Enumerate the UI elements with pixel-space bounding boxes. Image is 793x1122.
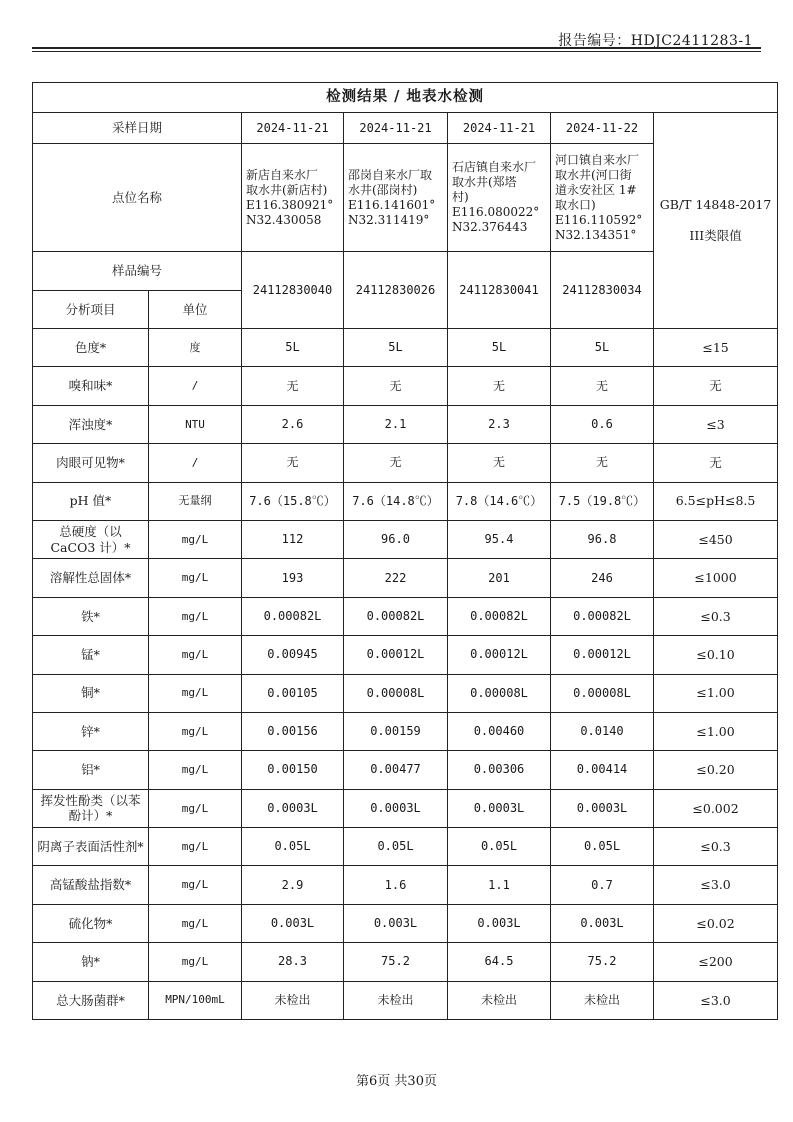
result-value: 0.00460 (448, 712, 551, 750)
result-value: 无 (242, 367, 344, 405)
result-value: 0.003L (551, 904, 654, 942)
unit-cell: mg/L (149, 674, 242, 712)
result-value: 75.2 (551, 943, 654, 981)
label-sampling-date: 采样日期 (33, 113, 242, 144)
limit-value: ≤1.00 (654, 712, 778, 750)
limit-value: ≤200 (654, 943, 778, 981)
unit-cell: mg/L (149, 597, 242, 635)
result-value: 0.00008L (551, 674, 654, 712)
result-value: 0.00105 (242, 674, 344, 712)
result-value: 无 (551, 367, 654, 405)
result-value: 0.0003L (551, 789, 654, 827)
result-value: 112 (242, 520, 344, 558)
result-value: 0.0003L (448, 789, 551, 827)
result-value: 28.3 (242, 943, 344, 981)
result-value: 0.00414 (551, 751, 654, 789)
label-sample-no: 样品编号 (33, 252, 242, 291)
result-value: 0.00012L (551, 636, 654, 674)
result-value: 0.6 (551, 405, 654, 443)
analysis-item: 肉眼可见物* (33, 444, 149, 482)
table-title: 检测结果 / 地表水检测 (33, 83, 778, 113)
report-number: 报告编号：HDJC2411283-1 (558, 33, 753, 49)
result-value: 0.003L (242, 904, 344, 942)
result-value: 无 (551, 444, 654, 482)
limit-value: ≤3.0 (654, 981, 778, 1019)
result-value: 193 (242, 559, 344, 597)
result-value: 2.9 (242, 866, 344, 904)
table-row (33, 559, 778, 597)
result-value: 7.5（19.8℃） (551, 482, 654, 520)
table-row (33, 444, 778, 482)
limit-value: 无 (654, 367, 778, 405)
label-site-name: 点位名称 (33, 144, 242, 252)
result-value: 未检出 (448, 981, 551, 1019)
table-row (33, 828, 778, 866)
result-value: 1.1 (448, 866, 551, 904)
label-item: 分析项目 (33, 291, 149, 329)
result-value: 无 (344, 444, 448, 482)
result-value: 2.1 (344, 405, 448, 443)
table-row (33, 674, 778, 712)
table-row (33, 482, 778, 520)
result-value: 96.0 (344, 520, 448, 558)
result-value: 96.8 (551, 520, 654, 558)
analysis-item: 硫化物* (33, 904, 149, 942)
result-value: 无 (344, 367, 448, 405)
result-value: 无 (448, 444, 551, 482)
result-value: 未检出 (551, 981, 654, 1019)
result-value: 1.6 (344, 866, 448, 904)
result-value: 0.00945 (242, 636, 344, 674)
analysis-item: 锰* (33, 636, 149, 674)
result-value: 0.00306 (448, 751, 551, 789)
unit-cell: mg/L (149, 520, 242, 558)
result-value: 5L (448, 329, 551, 367)
table-row (33, 597, 778, 635)
result-value: 0.0003L (344, 789, 448, 827)
unit-cell: NTU (149, 405, 242, 443)
analysis-item: 浑浊度* (33, 405, 149, 443)
result-value: 0.00012L (344, 636, 448, 674)
result-value: 0.05L (551, 828, 654, 866)
limit-value: 无 (654, 444, 778, 482)
analysis-item: 挥发性酚类（以苯酚计）* (33, 789, 149, 827)
sampling-date: 2024-11-21 (344, 113, 448, 144)
limit-value: ≤0.002 (654, 789, 778, 827)
result-value: 0.003L (344, 904, 448, 942)
sampling-date: 2024-11-22 (551, 113, 654, 144)
unit-cell: mg/L (149, 559, 242, 597)
unit-cell: / (149, 444, 242, 482)
result-value: 0.00477 (344, 751, 448, 789)
table-row (33, 981, 778, 1019)
limit-value: ≤3.0 (654, 866, 778, 904)
result-value: 0.00156 (242, 712, 344, 750)
limit-value: 6.5≤pH≤8.5 (654, 482, 778, 520)
result-value: 未检出 (344, 981, 448, 1019)
unit-cell: mg/L (149, 904, 242, 942)
result-value: 无 (448, 367, 551, 405)
result-value: 75.2 (344, 943, 448, 981)
result-value: 0.0003L (242, 789, 344, 827)
page-number: 第6页 共30页 (356, 1074, 437, 1089)
limit-value: ≤1000 (654, 559, 778, 597)
analysis-item: 铜* (33, 674, 149, 712)
table-row (33, 712, 778, 750)
unit-cell: mg/L (149, 636, 242, 674)
result-value: 未检出 (242, 981, 344, 1019)
results-table (32, 82, 778, 1020)
sample-no: 24112830040 (242, 252, 344, 329)
unit-cell: mg/L (149, 828, 242, 866)
result-value: 5L (242, 329, 344, 367)
analysis-item: pH 值* (33, 482, 149, 520)
analysis-item: 阴离子表面活性剂* (33, 828, 149, 866)
result-value: 0.00082L (448, 597, 551, 635)
table-row (33, 751, 778, 789)
result-value: 无 (242, 444, 344, 482)
analysis-item: 铁* (33, 597, 149, 635)
label-unit: 单位 (149, 291, 242, 329)
result-value: 0.7 (551, 866, 654, 904)
table-row (33, 367, 778, 405)
unit-cell: 无量纲 (149, 482, 242, 520)
unit-cell: mg/L (149, 712, 242, 750)
limit-value: ≤0.10 (654, 636, 778, 674)
limit-value: ≤0.20 (654, 751, 778, 789)
table-row (33, 789, 778, 827)
table-row (33, 329, 778, 367)
limit-value: ≤450 (654, 520, 778, 558)
result-value: 5L (551, 329, 654, 367)
sample-no: 24112830034 (551, 252, 654, 329)
unit-cell: / (149, 367, 242, 405)
header-rule (32, 47, 761, 49)
unit-cell: MPN/100mL (149, 981, 242, 1019)
limit-value: ≤3 (654, 405, 778, 443)
sampling-date: 2024-11-21 (242, 113, 344, 144)
analysis-item: 铝* (33, 751, 149, 789)
result-value: 2.6 (242, 405, 344, 443)
standard-limit-header: GB/T 14848-2017 III类限值 (654, 113, 778, 329)
result-value: 0.003L (448, 904, 551, 942)
analysis-item: 溶解性总固体* (33, 559, 149, 597)
header-rule-thin (32, 51, 761, 52)
result-value: 0.00159 (344, 712, 448, 750)
result-value: 222 (344, 559, 448, 597)
site-name: 河口镇自来水厂 取水井(河口街 道永安社区 1# 取水口) E116.110592° N32.134351° (551, 144, 654, 252)
result-value: 7.8（14.6℃） (448, 482, 551, 520)
result-value: 64.5 (448, 943, 551, 981)
analysis-item: 钠* (33, 943, 149, 981)
result-value: 5L (344, 329, 448, 367)
result-value: 0.00082L (551, 597, 654, 635)
limit-value: ≤0.3 (654, 597, 778, 635)
unit-cell: mg/L (149, 789, 242, 827)
table-row (33, 405, 778, 443)
limit-value: ≤0.3 (654, 828, 778, 866)
result-value: 95.4 (448, 520, 551, 558)
analysis-item: 嗅和味* (33, 367, 149, 405)
result-value: 0.00082L (344, 597, 448, 635)
table-row (33, 866, 778, 904)
result-value: 0.0140 (551, 712, 654, 750)
sample-no: 24112830026 (344, 252, 448, 329)
analysis-item: 锌* (33, 712, 149, 750)
result-value: 0.00150 (242, 751, 344, 789)
unit-cell: mg/L (149, 866, 242, 904)
site-name: 新店自来水厂 取水井(新店村) E116.380921° N32.430058 (242, 144, 344, 252)
table-row (33, 636, 778, 674)
result-value: 2.3 (448, 405, 551, 443)
site-name: 石店镇自来水厂 取水井(郑塔 村) E116.080022° N32.376443 (448, 144, 551, 252)
result-value: 0.05L (242, 828, 344, 866)
result-value: 0.00008L (448, 674, 551, 712)
result-value: 0.00082L (242, 597, 344, 635)
analysis-item: 高锰酸盐指数* (33, 866, 149, 904)
sampling-date: 2024-11-21 (448, 113, 551, 144)
table-row (33, 943, 778, 981)
table-row (33, 904, 778, 942)
result-value: 7.6（14.8℃） (344, 482, 448, 520)
unit-cell: mg/L (149, 751, 242, 789)
result-value: 0.00012L (448, 636, 551, 674)
site-name: 邵岗自来水厂取 水井(邵岗村) E116.141601° N32.311419° (344, 144, 448, 252)
result-value: 7.6（15.8℃） (242, 482, 344, 520)
result-value: 0.05L (448, 828, 551, 866)
unit-cell: mg/L (149, 943, 242, 981)
unit-cell: 度 (149, 329, 242, 367)
limit-value: ≤0.02 (654, 904, 778, 942)
analysis-item: 色度* (33, 329, 149, 367)
result-value: 201 (448, 559, 551, 597)
result-value: 0.05L (344, 828, 448, 866)
table-row (33, 520, 778, 558)
result-value: 246 (551, 559, 654, 597)
limit-value: ≤15 (654, 329, 778, 367)
limit-value: ≤1.00 (654, 674, 778, 712)
sample-no: 24112830041 (448, 252, 551, 329)
result-value: 0.00008L (344, 674, 448, 712)
analysis-item: 总硬度（以 CaCO3 计）* (33, 520, 149, 558)
analysis-item: 总大肠菌群* (33, 981, 149, 1019)
